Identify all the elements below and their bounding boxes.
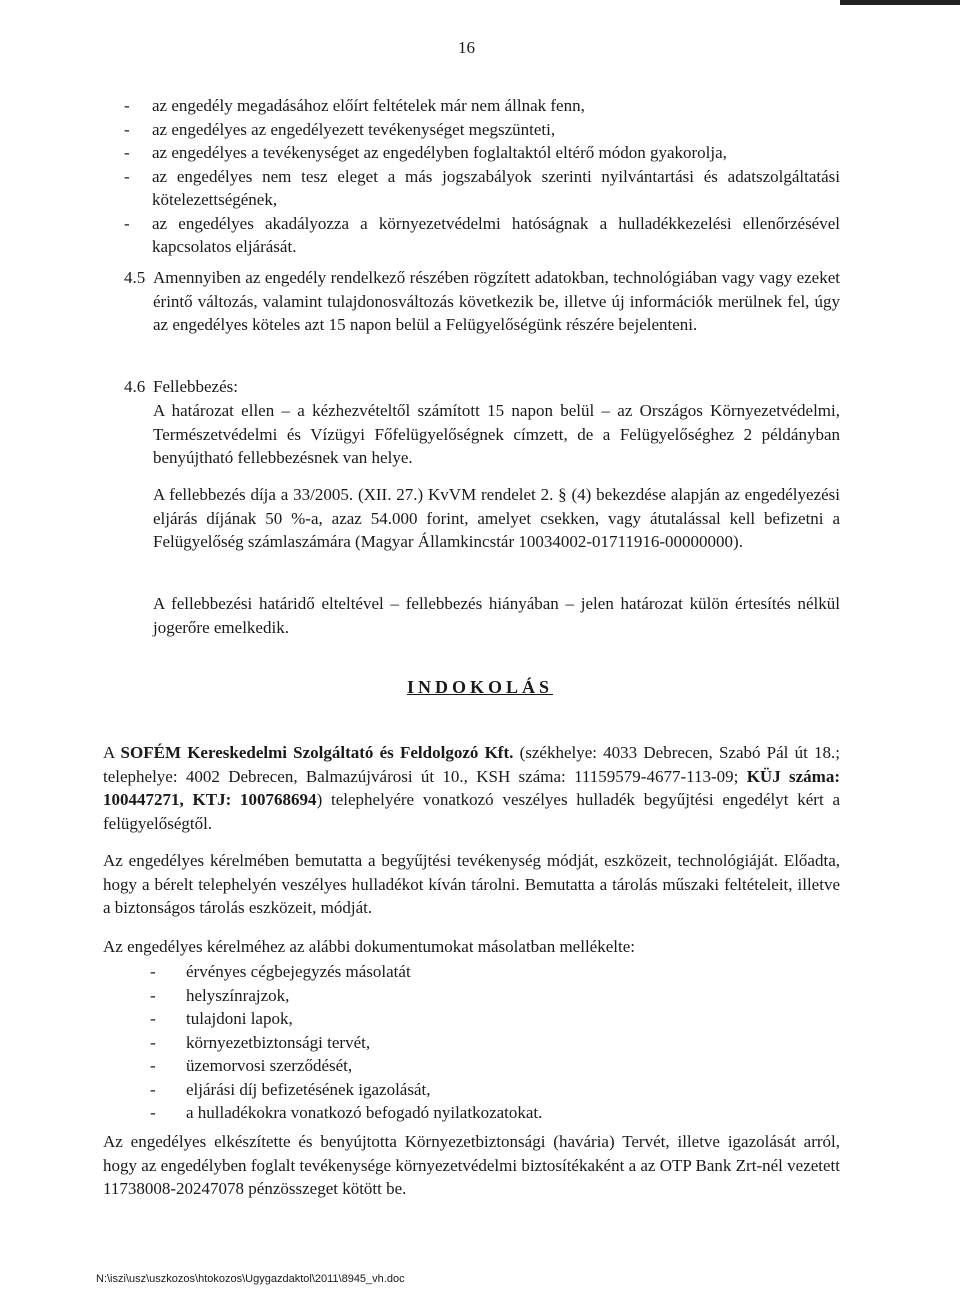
section-4-6 [124,375,840,399]
appeal-fee-paragraph: A fellebbezés díja a 33/2005. (XII. 27.) KvVM rendelet 2. § (4) bekezdése alapján az engedélyezési eljárás díjának 50 %-a, azaz 54.000 forint, amelyet csekken, vagy átutalással kell befizetni a Felügyelőség számlaszámára (Magyar Államkincstár 10034002-01711916-00000000). [153,485,840,551]
page-number: 16 [458,38,475,57]
company-name: SOFÉM Kereskedelmi Szolgáltató és Feldolgozó Kft. [120,743,514,762]
list-item: - érvényes cégbejegyzés másolatát [150,960,542,984]
list-item: - az engedélyes az engedélyezett tevékenységet megszünteti, [124,118,840,142]
list-item: - az engedélyes a tevékenységet az engedélyben foglaltaktól eltérő módon gyakorolja, [124,141,840,165]
file-path-footer: N:\iszi\usz\uszkozos\htokozos\Ugygazdaktol\2011\8945_vh.doc [96,1273,405,1285]
section-number: 4.5 [124,268,146,287]
top-edge-rule [840,0,960,5]
list-item: - az engedély megadásához előírt feltételek már nem állnak fenn, [124,94,840,118]
appeal-paragraph: A határozat ellen – a kézhezvételtől számított 15 napon belül – az Országos Környezetvédelmi, Természetvédelmi és Vízügyi Főfelügyelőségnek címzett, de a Felügyelőséghez 2 példányban benyújtható fellebbezésnek van helye. [153,401,840,467]
section-number: 4.6 [124,377,146,396]
guarantee-paragraph: Az engedélyes elkészítette és benyújtotta Környezetbiztonsági (havária) Tervét, illetve igazolását arról, hogy az engedélyben foglalt tevékenysége környezetvédelmi biztosítékaként a az OTP Bank Zrt-nél vezetett 11738008-20247078 pénzösszeget kötött be. [103,1132,840,1198]
list-item: - az engedélyes nem tesz eleget a más jogszabályok szerinti nyilvántartási és adatszolgáltatási kötelezettségének, [124,165,840,212]
list-item: - üzemorvosi szerződését, [150,1054,542,1078]
list-item: - az engedélyes akadályozza a környezetvédelmi hatóságnak a hulladékkezelési ellenőrzésével kapcsolatos eljárását. [124,212,840,259]
registration-numbers: KÜJ száma: 100447271, KTJ: 100768694 [103,766,840,809]
list-item: - helyszínrajzok, [150,984,542,1008]
attachments-intro: Az engedélyes kérelméhez az alábbi dokumentumokat másolatban mellékelte: [103,937,635,956]
text-fragment: A [103,743,121,762]
section-4-5 [124,266,840,337]
text-fragment: ) telephelyére vonatkozó veszélyes hulladék begyűjtési engedélyt kért a felügyelőségtől. [103,790,841,833]
list-item: - tulajdoni lapok, [150,1007,542,1031]
attachments-list [150,960,542,1125]
appeal-deadline-paragraph: A fellebbezési határidő elteltével – fellebbezés hiányában – jelen határozat külön értesítés nélkül jogerőre emelkedik. [153,594,840,637]
revocation-conditions-list [124,94,840,259]
application-paragraph: Az engedélyes kérelmében bemutatta a begyűjtési tevékenység módját, eszközeit, technológiáját. Előadta, hogy a bérelt telephelyén veszélyes hulladékot kíván tárolni. Bemutatta a tárolás műszaki feltételeit, illetve a biztonságos tárolás eszközeit, módját. [103,851,840,917]
list-item: - a hulladékokra vonatkozó befogadó nyilatkozatokat. [150,1101,542,1125]
section-text: Amennyiben az engedély rendelkező részében rögzített adatokban, technológiában vagy vagy ezeket érintő változás, valamint tulajdonosváltozás következik be, illetve új információk merülnek fel, úgy az engedélyes köteles azt 15 napon belül a Felügyelőségünk részére bejelenteni. [153,268,840,334]
section-heading: INDOKOLÁS [406,677,554,697]
text-fragment: (székhelye: 4033 Debrecen, Szabó Pál út 18.; telephelye: 4002 Debrecen, Balmazújvárosi út 10., KSH száma: 11159579-4677-113-09; [103,743,841,786]
applicant-paragraph [103,741,840,835]
list-item: - eljárási díj befizetésének igazolását, [150,1078,542,1102]
section-title: Fellebbezés: [153,377,238,396]
list-item: - környezetbiztonsági tervét, [150,1031,542,1055]
